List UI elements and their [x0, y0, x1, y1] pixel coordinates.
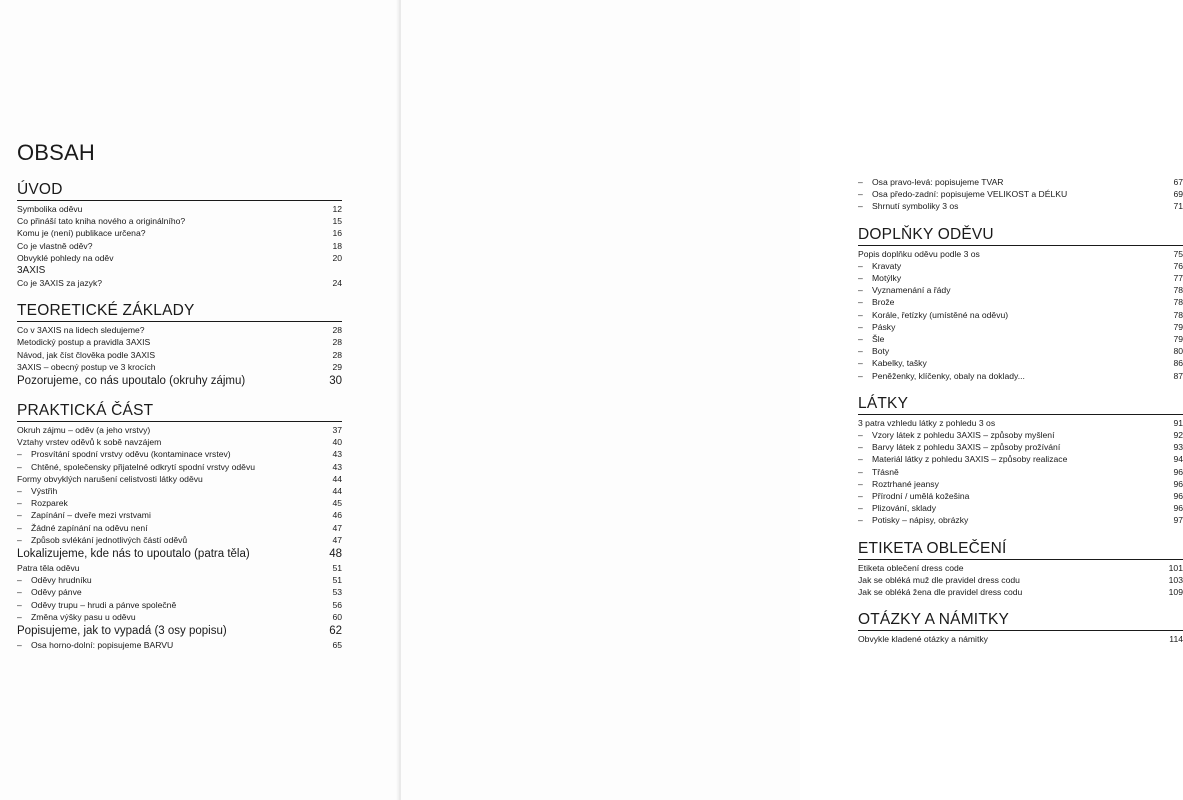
toc-entry-text: Způsob svlékání jednotlivých částí oděvů	[31, 534, 188, 545]
toc-entry-title	[858, 260, 1167, 272]
toc-page-number: 93	[1173, 442, 1183, 453]
toc-entry-text: Co přináší tato kniha nového a originálního?	[17, 216, 186, 227]
toc-page-number: 46	[332, 510, 342, 521]
toc-entry-title	[858, 429, 1167, 441]
toc-entry[interactable]	[858, 417, 1183, 429]
toc-subsection-entry[interactable]	[17, 547, 342, 562]
toc-entry[interactable]	[858, 633, 1183, 645]
toc-entry[interactable]	[858, 333, 1183, 345]
toc-entry[interactable]	[858, 502, 1183, 514]
toc-page-number: 12	[332, 204, 342, 214]
toc-page-number: 71	[1173, 201, 1183, 212]
toc-page-number: 96	[1173, 466, 1183, 477]
toc-entry-text: Vzory látek z pohledu 3AXIS – způsoby myšlení	[872, 430, 1055, 441]
bullet-dash: –	[17, 449, 22, 460]
toc-page-number: 67	[1173, 177, 1183, 187]
toc-page-number: 43	[332, 461, 342, 472]
toc-entry-text: Přírodní / umělá kožešina	[872, 491, 970, 502]
toc-entry-text: Shrnutí symboliky 3 os	[872, 201, 959, 212]
toc-page-number: 53	[332, 587, 342, 598]
bullet-dash: –	[858, 478, 863, 489]
toc-page-number: 75	[1173, 248, 1183, 259]
bullet-dash: –	[858, 285, 863, 296]
bullet-dash: –	[858, 503, 863, 514]
toc-entry-text: Potisky – nápisy, obrázky	[872, 515, 969, 526]
bullet-dash: –	[858, 370, 863, 381]
toc-page-number: 43	[332, 449, 342, 460]
toc-entry-text: Popisujeme, jak to vypadá (3 osy popisu)	[17, 625, 227, 638]
bullet-dash: –	[858, 454, 863, 465]
toc-page-number: 30	[329, 375, 342, 388]
toc-entry-text: Patra těla oděvu	[17, 563, 80, 574]
toc-entry[interactable]	[858, 586, 1183, 598]
toc-entry[interactable]	[858, 345, 1183, 357]
section-heading[interactable]: TEORETICKÉ ZÁKLADY	[17, 301, 342, 322]
toc-entry-title	[17, 361, 326, 373]
toc-entry-text: Okruh zájmu – oděv (a jeho vrstvy)	[17, 425, 151, 436]
toc-entry[interactable]	[858, 562, 1183, 574]
toc-entry[interactable]	[858, 490, 1183, 502]
toc-entry[interactable]	[17, 473, 342, 485]
toc-entry-text: Metodický postup a pravidla 3AXIS	[17, 337, 151, 348]
toc-entry-title	[17, 215, 326, 227]
toc-page-number: 79	[1173, 334, 1183, 345]
toc-entry-text: Co je vlastně oděv?	[17, 240, 93, 251]
toc-entry-title	[17, 448, 326, 460]
section-heading[interactable]: PRAKTICKÁ ČÁST	[17, 401, 342, 422]
toc-entry[interactable]	[17, 509, 342, 521]
toc-page-number: 28	[332, 325, 342, 336]
toc-entry-text: Vztahy vrstev oděvů k sobě navzájem	[17, 437, 162, 448]
toc-entry-title	[17, 562, 326, 574]
toc-entry-text: Popis doplňku oděvu podle 3 os	[858, 248, 980, 259]
toc-entry[interactable]	[17, 639, 342, 651]
toc-entry-title	[17, 374, 323, 389]
bullet-dash: –	[858, 309, 863, 320]
toc-entry-title	[858, 321, 1167, 333]
toc-entry-text: Motýlky	[872, 273, 902, 284]
toc-entry-title	[17, 203, 326, 215]
toc-page-number: 78	[1173, 297, 1183, 308]
toc-entry[interactable]	[858, 441, 1183, 453]
toc-title: OBSAH	[17, 140, 96, 165]
toc-entry-title	[858, 370, 1167, 382]
toc-entry-title	[858, 272, 1167, 284]
toc-section	[858, 394, 1183, 527]
toc-entry-text: Obvykle kladené otázky a námitky	[858, 634, 988, 645]
toc-entry[interactable]	[858, 296, 1183, 308]
toc-page-number: 79	[1173, 321, 1183, 332]
toc-entry-text: Šle	[872, 334, 885, 345]
toc-entry-text: Osa pravo-levá: popisujeme TVAR	[872, 177, 1004, 187]
toc-entry-text: Jak se obléká muž dle pravidel dress codu	[858, 574, 1020, 585]
toc-entry[interactable]	[17, 574, 342, 586]
toc-page-number: 92	[1173, 430, 1183, 441]
toc-entry-text: Třásně	[872, 466, 899, 477]
section-heading[interactable]: ETIKETA OBLEČENÍ	[858, 539, 1183, 560]
toc-entry[interactable]	[858, 429, 1183, 441]
toc-entry-text: Chtěné, společensky přijatelné odkrytí spodní vrstvy oděvu	[31, 461, 256, 472]
toc-page-number: 77	[1173, 273, 1183, 284]
bullet-dash: –	[858, 430, 863, 441]
toc-entry-text: Rozparek	[31, 498, 68, 509]
toc-page-number: 96	[1173, 503, 1183, 514]
toc-page-number: 24	[332, 278, 342, 289]
toc-page-number: 114	[1169, 634, 1183, 645]
toc-page-number: 87	[1173, 370, 1183, 381]
toc-page-number: 44	[332, 486, 342, 497]
toc-page-number: 96	[1173, 478, 1183, 489]
toc-entry[interactable]	[858, 514, 1183, 526]
toc-entry-text: Co v 3AXIS na lidech sledujeme?	[17, 325, 145, 336]
toc-entry[interactable]	[17, 277, 342, 289]
toc-section	[858, 225, 1183, 382]
toc-entry-text: Peněženky, klíčenky, obaly na doklady...	[872, 370, 1025, 381]
toc-entry-text: 3AXIS	[17, 265, 46, 277]
toc-entry-text: Vyznamenání a řády	[872, 285, 951, 296]
toc-entry-title	[17, 639, 326, 651]
toc-entry-title	[17, 611, 326, 623]
toc-entry-text: Etiketa oblečení dress code	[858, 562, 964, 573]
toc-entry[interactable]	[17, 497, 342, 509]
toc-entry-text: 3AXIS – obecný postup ve 3 krocích	[17, 361, 156, 372]
bullet-dash: –	[858, 321, 863, 332]
toc-entry[interactable]	[17, 240, 342, 252]
toc-page-number: 45	[332, 498, 342, 509]
toc-entry[interactable]	[17, 361, 342, 373]
toc-entry-title	[17, 509, 326, 521]
toc-entry-title	[858, 417, 1167, 429]
bullet-dash: –	[858, 466, 863, 477]
toc-entry-title	[858, 453, 1167, 465]
bullet-dash: –	[17, 575, 22, 586]
section-heading[interactable]: ÚVOD	[17, 180, 342, 201]
toc-entry-title	[17, 574, 326, 586]
right-sections	[858, 225, 1183, 646]
toc-entry-title	[17, 252, 326, 264]
toc-entry[interactable]	[17, 485, 342, 497]
toc-page-number: 20	[332, 252, 342, 263]
toc-page-number: 47	[332, 534, 342, 545]
toc-page-number: 37	[332, 425, 342, 436]
toc-entry-text: Komu je (není) publikace určena?	[17, 228, 146, 239]
toc-entry[interactable]	[17, 586, 342, 598]
toc-entry-title	[858, 514, 1167, 526]
toc-entry[interactable]	[17, 522, 342, 534]
toc-entry[interactable]	[17, 436, 342, 448]
toc-entry-text: Oděvy pánve	[31, 587, 82, 598]
bullet-dash: –	[858, 273, 863, 284]
toc-entry[interactable]	[858, 309, 1183, 321]
toc-left-column	[17, 140, 342, 663]
toc-page-number: 80	[1173, 346, 1183, 357]
toc-page-number: 94	[1173, 454, 1183, 465]
toc-group-label[interactable]	[17, 264, 342, 277]
toc-entry[interactable]	[17, 611, 342, 623]
toc-entry[interactable]	[17, 215, 342, 227]
bullet-dash: –	[17, 461, 22, 472]
toc-entry-title	[858, 633, 1163, 645]
toc-page-number: 76	[1173, 260, 1183, 271]
toc-entry-title	[858, 357, 1167, 369]
toc-entry[interactable]	[858, 466, 1183, 478]
bullet-dash: –	[858, 358, 863, 369]
toc-entry[interactable]	[17, 448, 342, 460]
toc-entry-title	[858, 333, 1167, 345]
toc-entry-title	[858, 248, 1167, 260]
toc-entry-text: Jak se obléká žena dle pravidel dress codu	[858, 587, 1023, 598]
toc-entry-text: Výstřih	[31, 486, 58, 497]
toc-section	[17, 301, 342, 389]
toc-page-number: 51	[332, 575, 342, 586]
toc-entry[interactable]	[858, 284, 1183, 296]
toc-right-column	[858, 176, 1183, 657]
toc-page-number: 16	[332, 228, 342, 239]
toc-entry[interactable]	[858, 248, 1183, 260]
toc-entry-title	[17, 599, 326, 611]
toc-entry[interactable]	[17, 349, 342, 361]
toc-entry[interactable]	[858, 453, 1183, 465]
toc-entry-title	[858, 345, 1167, 357]
toc-section	[858, 539, 1183, 599]
toc-entry-title	[17, 349, 326, 361]
toc-entry[interactable]	[858, 176, 1183, 188]
toc-entry-title	[858, 296, 1167, 308]
toc-entry[interactable]	[17, 252, 342, 264]
toc-page-number: 103	[1168, 574, 1183, 585]
toc-entry-text: Pásky	[872, 321, 896, 332]
toc-entry-title	[858, 502, 1167, 514]
bullet-dash: –	[858, 201, 863, 212]
toc-entry-text: Oděvy hrudníku	[31, 575, 92, 586]
section-heading[interactable]: DOPLŇKY ODĚVU	[858, 225, 1183, 246]
toc-entry-text: Materiál látky z pohledu 3AXIS – způsoby realizace	[872, 454, 1068, 465]
toc-entry-text: 3 patra vzhledu látky z pohledu 3 os	[858, 417, 996, 428]
toc-entry[interactable]	[17, 424, 342, 436]
toc-entry-text: Kravaty	[872, 260, 902, 271]
bullet-dash: –	[17, 587, 22, 598]
bullet-dash: –	[858, 189, 863, 200]
toc-entry-title	[858, 176, 1167, 188]
toc-page-number: 15	[332, 216, 342, 227]
toc-page-number: 62	[329, 625, 342, 638]
toc-subsection-entry[interactable]	[17, 624, 342, 639]
toc-entry-title	[17, 624, 323, 639]
toc-entry[interactable]	[858, 260, 1183, 272]
toc-entry-title	[17, 461, 326, 473]
toc-entry[interactable]	[858, 574, 1183, 586]
toc-section	[17, 180, 342, 289]
toc-page-number: 56	[332, 599, 342, 610]
toc-entry[interactable]	[858, 478, 1183, 490]
toc-entry-title	[858, 478, 1167, 490]
toc-entry-title	[858, 586, 1163, 598]
toc-entry-title	[858, 441, 1167, 453]
toc-entry[interactable]	[17, 336, 342, 348]
toc-entry[interactable]	[17, 599, 342, 611]
toc-entry-title	[17, 522, 326, 534]
bullet-dash: –	[858, 491, 863, 502]
toc-entry-text: Žádné zapínání na oděvu není	[31, 522, 148, 533]
toc-page-number: 44	[332, 473, 342, 484]
toc-entry-title	[858, 188, 1167, 200]
bullet-dash: –	[17, 611, 22, 622]
toc-section	[17, 401, 342, 651]
toc-entry-title	[858, 466, 1167, 478]
toc-entry-text: Brože	[872, 297, 895, 308]
bullet-dash: –	[858, 346, 863, 357]
toc-entry-text: Změna výšky pasu u oděvu	[31, 611, 136, 622]
toc-entry-title	[17, 497, 326, 509]
toc-entry-title	[17, 473, 326, 485]
toc-entry[interactable]	[858, 200, 1183, 212]
right-page	[401, 0, 1183, 800]
toc-page-number: 60	[332, 611, 342, 622]
toc-entry-title	[17, 436, 326, 448]
toc-entry-title	[858, 490, 1167, 502]
toc-page-number: 28	[332, 337, 342, 348]
section-heading[interactable]: LÁTKY	[858, 394, 1183, 415]
toc-entry-text: Lokalizujeme, kde nás to upoutalo (patra těla)	[17, 548, 250, 561]
toc-entry-title	[858, 309, 1167, 321]
toc-entry-title	[17, 240, 326, 252]
toc-page-number: 48	[329, 548, 342, 561]
toc-entry-title	[17, 586, 326, 598]
toc-entry[interactable]	[17, 534, 342, 546]
bullet-dash: –	[17, 510, 22, 521]
toc-entry-title	[17, 324, 326, 336]
toc-page-number: 40	[332, 437, 342, 448]
toc-page-number: 69	[1173, 189, 1183, 200]
bullet-dash: –	[17, 486, 22, 497]
toc-page-number: 29	[332, 361, 342, 372]
toc-entry-title	[17, 227, 326, 239]
bullet-dash: –	[858, 334, 863, 345]
bullet-dash: –	[17, 498, 22, 509]
toc-entry-text: Kabelky, tašky	[872, 358, 927, 369]
toc-page-number: 96	[1173, 491, 1183, 502]
bullet-dash: –	[858, 177, 863, 187]
toc-page-number: 65	[332, 640, 342, 651]
bullet-dash: –	[17, 640, 22, 651]
toc-page-number: 28	[332, 349, 342, 360]
bullet-dash: –	[17, 522, 22, 533]
bullet-dash: –	[858, 297, 863, 308]
toc-entry-text: Osa předo-zadní: popisujeme VELIKOST a DÉLKU	[872, 189, 1068, 200]
toc-entry-title	[17, 277, 326, 289]
toc-entry-text: Osa horno-dolní: popisujeme BARVU	[31, 640, 174, 651]
toc-entry[interactable]	[17, 227, 342, 239]
toc-entry-text: Pozorujeme, co nás upoutalo (okruhy zájmu)	[17, 375, 246, 388]
section-heading[interactable]: OTÁZKY A NÁMITKY	[858, 610, 1183, 631]
toc-page-number: 109	[1168, 587, 1183, 598]
toc-entry-text: Korále, řetízky (umístěné na oděvu)	[872, 309, 1009, 320]
toc-entry-text: Obvyklé pohledy na oděv	[17, 252, 114, 263]
continued-entries	[858, 176, 1183, 213]
toc-entry-text: Boty	[872, 346, 890, 357]
toc-entry[interactable]	[17, 324, 342, 336]
left-page	[0, 0, 399, 800]
toc-entry[interactable]	[858, 272, 1183, 284]
toc-entry-text: Symbolika oděvu	[17, 204, 83, 214]
bullet-dash: –	[17, 599, 22, 610]
toc-entry[interactable]	[858, 370, 1183, 382]
toc-subsection-entry[interactable]	[17, 374, 342, 389]
toc-entry[interactable]	[17, 203, 342, 215]
toc-page-number: 86	[1173, 358, 1183, 369]
toc-entry[interactable]	[17, 562, 342, 574]
toc-entry-title	[858, 200, 1167, 212]
toc-entry[interactable]	[858, 357, 1183, 369]
toc-entry-title	[17, 424, 326, 436]
bullet-dash: –	[858, 442, 863, 453]
toc-page-number: 18	[332, 240, 342, 251]
toc-page-number: 97	[1173, 515, 1183, 526]
toc-section	[858, 610, 1183, 645]
toc-page-number: 91	[1173, 417, 1183, 428]
toc-entry-text: Formy obvyklých narušení celistvosti látky oděvu	[17, 473, 203, 484]
toc-entry-title	[17, 485, 326, 497]
bullet-dash: –	[17, 534, 22, 545]
toc-page-number: 47	[332, 522, 342, 533]
toc-page-number: 78	[1173, 285, 1183, 296]
toc-entry-title	[858, 284, 1167, 296]
bullet-dash: –	[858, 515, 863, 526]
toc-entry[interactable]	[17, 461, 342, 473]
left-sections	[17, 180, 342, 651]
toc-entry[interactable]	[858, 321, 1183, 333]
toc-entry-title	[17, 534, 326, 546]
toc-entry[interactable]	[858, 188, 1183, 200]
bullet-dash: –	[858, 260, 863, 271]
toc-entry-title	[858, 562, 1163, 574]
toc-page-number: 101	[1168, 562, 1183, 573]
toc-entry-text: Co je 3AXIS za jazyk?	[17, 278, 103, 289]
toc-entry-text: Návod, jak číst člověka podle 3AXIS	[17, 349, 156, 360]
toc-entry-title	[17, 547, 323, 562]
toc-entry-text: Prosvítání spodní vrstvy oděvu (kontaminace vrstev)	[31, 449, 231, 460]
toc-page-number: 51	[332, 563, 342, 574]
toc-entry-text: Roztrhané jeansy	[872, 478, 939, 489]
toc-entry-text: Zapínání – dveře mezi vrstvami	[31, 510, 151, 521]
toc-entry-text: Oděvy trupu – hrudi a pánve společně	[31, 599, 177, 610]
toc-entry-text: Barvy látek z pohledu 3AXIS – způsoby prožívání	[872, 442, 1061, 453]
toc-entry-title	[17, 264, 336, 277]
toc-entry-title	[858, 574, 1163, 586]
toc-page-number: 78	[1173, 309, 1183, 320]
toc-entry-text: Plizování, sklady	[872, 503, 937, 514]
toc-entry-title	[17, 336, 326, 348]
